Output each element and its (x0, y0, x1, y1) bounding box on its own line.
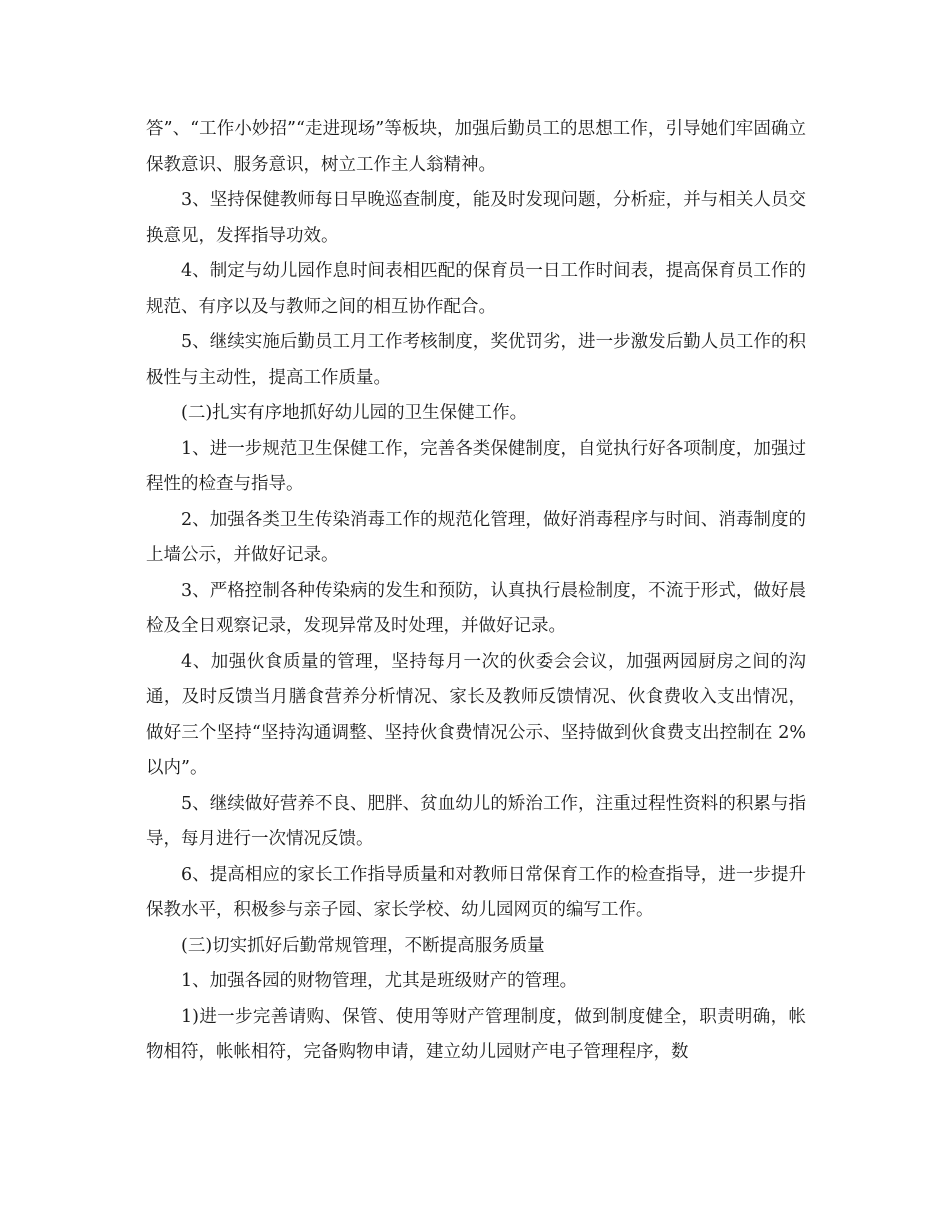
paragraph-health-item-5: 5、继续做好营养不良、肥胖、贫血幼儿的矫治工作，注重过程性资料的积累与指导，每月进行一次情况反馈。 (146, 793, 806, 849)
paragraph-continuation: 答”、“工作小妙招”“走进现场”等板块，加强后勤员工的思想工作，引导她们牢固确立保教意识、服务意识，树立工作主人翁精神。 (146, 119, 806, 175)
paragraph-health-item-1: 1、进一步规范卫生保健工作，完善各类保健制度，自觉执行好各项制度，加强过程性的检查与指导。 (146, 438, 806, 494)
paragraph-health-item-2: 2、加强各类卫生传染消毒工作的规范化管理，做好消毒程序与时间、消毒制度的上墙公示，并做好记录。 (146, 509, 806, 565)
paragraph-item-3-inspection: 3、坚持保健教师每日早晚巡查制度，能及时发现问题，分析症，并与相关人员交换意见，发挥指导功效。 (146, 190, 806, 246)
paragraph-item-5-assessment: 5、继续实施后勤员工月工作考核制度，奖优罚劣，进一步激发后勤人员工作的积极性与主动性，提高工作质量。 (146, 332, 806, 388)
paragraph-health-item-6: 6、提高相应的家长工作指导质量和对教师日常保育工作的检查指导，进一步提升保教水平，积极参与亲子园、家长学校、幼儿园网页的编写工作。 (146, 864, 806, 920)
section-heading-logistics: (三)切实抓好后勤常规管理，不断提高服务质量 (181, 935, 545, 956)
paragraph-item-4-schedule: 4、制定与幼儿园作息时间表相匹配的保育员一日工作时间表，提高保育员工作的规范、有序以及与教师之间的相互协作配合。 (146, 261, 806, 317)
paragraph-health-item-4: 4、加强伙食质量的管理，坚持每月一次的伙委会会议，加强两园厨房之间的沟通，及时反馈当月膳食营养分析情况、家长及教师反馈情况、伙食费收入支出情况，做好三个坚持“坚持沟通调整、坚持伙食费情况公示、坚持做到伙食费支出控制在 2%以内”。 (146, 651, 806, 778)
paragraph-health-item-3: 3、严格控制各种传染病的发生和预防，认真执行晨检制度，不流于形式，做好晨检及全日观察记录，发现异常及时处理，并做好记录。 (146, 580, 806, 636)
paragraph-logistics-item-1: 1、加强各园的财物管理，尤其是班级财产的管理。 (181, 971, 578, 991)
document-body (146, 112, 806, 1071)
paragraph-logistics-subitem-1: 1)进一步完善请购、保管、使用等财产管理制度，做到制度健全，职责明确，帐物相符，帐帐相符，完备购物申请，建立幼儿园财产电子管理程序，数 (146, 1006, 806, 1062)
section-heading-health-care: (二)扎实有序地抓好幼儿园的卫生保健工作。 (181, 403, 528, 423)
